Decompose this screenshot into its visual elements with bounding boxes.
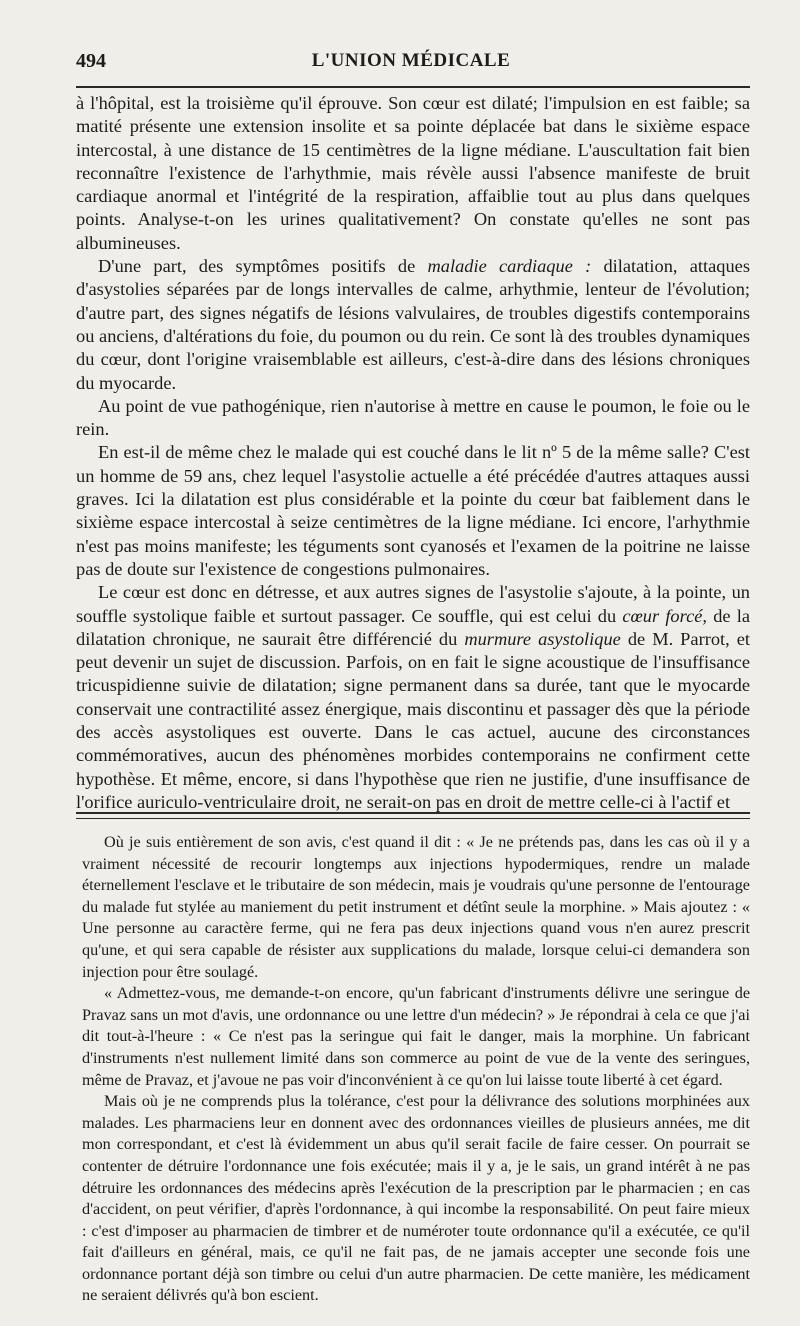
paragraph-2 <box>76 255 750 395</box>
header-rule <box>76 86 750 88</box>
main-text <box>76 92 750 814</box>
paragraph-5-text-a: Le cœur est donc en détresse, et aux autres signes de l'asystolie s'ajoute, à la pointe, un souffle systolique faible et surtout passager. Ce souffle, qui est celui du <box>76 582 750 626</box>
running-title: L'UNION MÉDICALE <box>311 50 511 71</box>
paragraph-2-italic: maladie cardiaque : <box>427 256 592 277</box>
page-header <box>76 50 746 78</box>
paragraph-3: Au point de vue pathogénique, rien n'autorise à mettre en cause le poumon, le foie ou le rein. <box>76 395 750 440</box>
paragraph-5 <box>76 581 750 814</box>
paragraph-2-text-b: dilatation, attaques d'asystolies séparées par de longs intervalles de calme, arhythmie, lenteur de l'évolution; d'autre part, des signes négatifs de lésions valvulaires, de troubles digestifs contemporains ou anciens, d'altérations du foie, du poumon ou du rein. Ce sont là des troubles dynamiques du cœur, dont l'origine vraisemblable est ailleurs, c'est-à-dire dans des lésions chroniques du myocarde. <box>76 256 750 393</box>
paragraph-5-italic-1: cœur forcé, <box>622 605 708 626</box>
page-number: 494 <box>76 50 106 72</box>
footnote-rule <box>76 812 750 814</box>
feuilleton-paragraph-3: Mais où je ne comprends plus la tolérance, c'est pour la délivrance des solutions morphinées aux malades. Les pharmaciens leur en donnent avec des ordonnances vieilles de plusieurs années, me dit mon correspondant, et c'est là évidemment un abus qu'il serait facile de faire cesser. On pourrait se contenter de détruire l'ordonnance une fois exécutée; mais il y a, je le sais, un grand intérêt à ne pas détruire les ordonnances des médecins après l'exécution de la prescription par le pharmacien ; en cas d'accident, on peut vérifier, d'après l'ordonnance, à qui incombe la responsabilité. On peut faire mieux : c'est d'imposer au pharmacien de timbrer et de numéroter toute ordonnance qu'il a exécutée, ce qu'il fait d'ailleurs en général, mais, ce qu'il ne fait pas, de ne jamais accepter une seconde fois une ordonnance portant déjà son timbre ou celui d'un autre pharmacien. De cette manière, les médicament ne seraient délivrés qu'à bon escient. <box>82 1092 750 1305</box>
feuilleton-paragraph-2: « Admettez-vous, me demande-t-on encore, qu'un fabricant d'instruments délivre une seringue de Pravaz sans un mot d'avis, une ordonnance ou une lettre d'un médecin? » Je répondrai à cela ce que j'ai dit tout-à-l'heure : « Ce n'est pas la seringue qui fait le danger, mais la morphine. Un fabricant d'instruments n'est nullement limité dans son commerce au point de vue de la vente des seringues, même de Pravaz, et j'avoue ne pas voir d'inconvénient à ce qu'on lui laisse toute liberté à cet égard. <box>82 984 750 1089</box>
paragraph-2-text-a: D'une part, des symptômes positifs de <box>98 256 428 277</box>
paragraph-5-italic-2: murmure asystolique <box>464 628 621 649</box>
feuilleton-paragraph-1: Où je suis entièrement de son avis, c'est quand il dit : « Je ne prétends pas, dans les cas où il y a vraiment nécessité de recourir longtemps aux injections hypodermiques, rendre un malade éternellement l'esclave et le tributaire de son médecin, mais je voudrais qu'une personne de l'entourage du malade fut stylée au maniement du petit instrument et détînt seule la morphine. » Mais ajoutez : « Une personne au caractère ferme, qui ne fera pas deux injections quand vous n'en aurez prescrit qu'une, et qui sera capable de résister aux supplications du malade, lorsque celui-ci demandera son injection pour être soulagé. <box>82 833 750 981</box>
footnote-rule-thin <box>76 818 750 819</box>
paragraph-4: En est-il de même chez le malade qui est couché dans le lit nº 5 de la même salle? C'est un homme de 59 ans, chez lequel l'asystolie actuelle a été précédée d'autres attaques aussi graves. Ici la dilatation est plus considérable et la pointe du cœur bat faiblement dans le sixième espace intercostal à seize centimètres de la ligne médiane. Ici encore, l'arhythmie n'est pas moins manifeste; les téguments sont cyanosés et l'examen de la poitrine ne laisse pas de doute sur l'existence de congestions pulmonaires. <box>76 442 750 579</box>
paragraph-5-text-b: de la dilatation chronique, ne saurait être différencié du <box>76 605 751 649</box>
paragraph-5-text-c: de M. Parrot, et peut devenir un sujet de discussion. Parfois, on en fait le signe acoustique de l'insuffisance tricuspidienne suivie de dilatation; signe permanent dans sa durée, tant que le myocarde conservait une contractilité assez énergique, mais discontinu et passager dès que la période des accès asystoliques est ouverte. Dans le cas actuel, aucune des circonstances commémoratives, aucun des phénomènes morbides contemporains ne confirment cette hypothèse. Et même, encore, si dans l'hypothèse que rien ne justifie, d'une insuffisance de l'orifice auriculo-ventriculaire droit, ne serait-on pas en droit de mettre celle-ci à l'actif et <box>76 628 751 812</box>
feuilleton-text <box>82 832 750 1307</box>
paragraph-1: à l'hôpital, est la troisième qu'il éprouve. Son cœur est dilaté; l'impulsion en est faible; sa matité présente une extension insolite et sa pointe déplacée bat dans le sixième espace intercostal, à une distance de 15 centimètres de la ligne médiane. L'auscultation fait bien reconnaître l'existence de l'arhythmie, mais révèle aussi l'absence manifeste de bruit cardiaque anormal et l'intégrité de la respiration, affaiblie tout au plus dans quelques points. Analyse-t-on les urines qualitativement? On constate qu'elles ne sont pas albumineuses. <box>76 93 750 253</box>
